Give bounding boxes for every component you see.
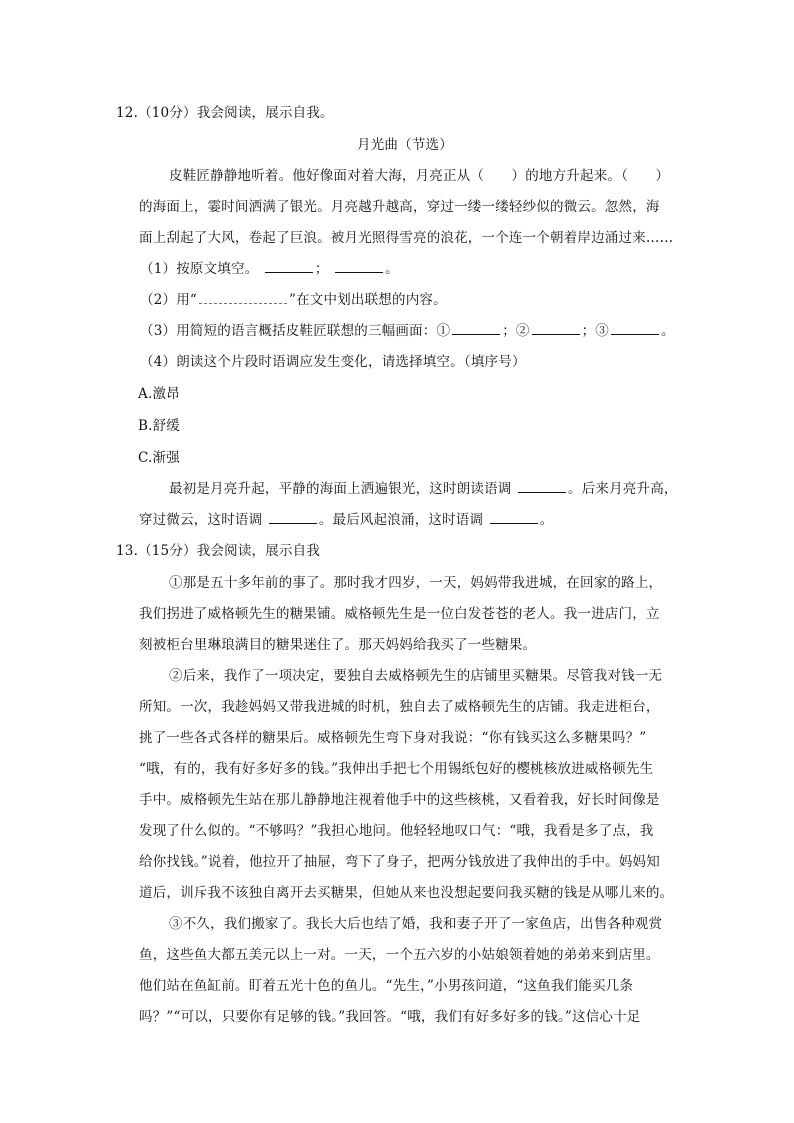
- fill-text: 。最后风起浪涌，这时语调: [318, 512, 484, 528]
- separator: ；②: [502, 323, 530, 339]
- sub-question-text: ”在文中划出联想的内容。: [289, 292, 447, 308]
- answer-blank[interactable]: [532, 322, 580, 335]
- fill-text: 最初是月亮升起，平静的海面上洒遍银光，这时朗读语调: [169, 481, 512, 497]
- end-mark: 。: [385, 261, 399, 277]
- option-b: B.舒缓: [138, 418, 181, 434]
- option-a: A.激昂: [138, 386, 180, 402]
- sub-question-3: [140, 321, 675, 341]
- answer-blank[interactable]: [269, 511, 317, 524]
- paragraph-line: 鱼，这些鱼大都五美元以上一对。一天，一个五六岁的小姑娘领着她的弟弟来到店里。: [139, 947, 660, 963]
- answer-blank[interactable]: [518, 480, 566, 493]
- paragraph-line: 他们站在鱼缸前。盯着五光十色的鱼儿。“先生，”小男孩问道，“这鱼我们能买几条: [139, 978, 634, 994]
- answer-blank[interactable]: [452, 322, 500, 335]
- passage-title: 月光曲（节选）: [357, 137, 453, 153]
- answer-blank[interactable]: [335, 260, 383, 273]
- paragraph-line: ②后来，我作了一项决定，要独自去威格顿先生的店铺里买糖果。尽管我对钱一无: [169, 668, 663, 684]
- sub-question-1: [140, 259, 399, 279]
- sub-question-text: （1）按原文填空。: [140, 261, 259, 277]
- paragraph-line: ①那是五十多年前的事了。那时我才四岁，一天，妈妈带我进城，在回家的路上，: [169, 575, 663, 591]
- paragraph-line: ③不久，我们搬家了。我长大后也结了婚，我和妻子开了一家鱼店，出售各种观赏: [169, 916, 663, 932]
- paragraph-line: 刻被柜台里琳琅满目的糖果迷住了。那天妈妈给我买了一些糖果。: [139, 637, 537, 653]
- sub-question-text: （3）用简短的语言概括皮鞋匠联想的三幅画面：①: [140, 323, 451, 339]
- paragraph-line: 发现了什么似的。“不够吗？”我担心地问。他轻轻地叹口气：“哦，我看是多了点，我: [139, 823, 654, 839]
- q13-heading: 13.（15分）我会阅读，展示自我: [116, 543, 321, 559]
- paragraph-line: 手中。威格顿先生站在那儿静静地注视着他手中的这些核桃，又看着我，好长时间像是: [139, 792, 660, 808]
- paragraph-line: 所知。一次，我趁妈妈又带我进城的时机，独自去了威格顿先生的店铺。我走进柜台，: [139, 699, 660, 715]
- paragraph-line: 挑了一些各式各样的糖果后。威格顿先生弯下身对我说：“你有钱买这么多糖果吗？”: [139, 730, 647, 746]
- paragraph-line: “哦，有的，我有好多好多的钱。”我伸出手把七个用锡纸包好的樱桃核放进威格顿先生: [139, 761, 654, 777]
- fill-line-2: [139, 510, 553, 530]
- paragraph-line: 给你找钱。”说着，他拉开了抽屉，弯下了身子，把两分钱放进了我伸出的手中。妈妈知: [139, 854, 660, 870]
- fill-text: 穿过微云，这时语调: [139, 512, 263, 528]
- q12-heading: 12.（10分）我会阅读，展示自我。: [116, 105, 334, 121]
- answer-blank[interactable]: [490, 511, 538, 524]
- sub-question-2: [140, 290, 447, 310]
- option-c: C.渐强: [138, 450, 180, 466]
- paragraph-line: 道后，训斥我不该独自离开去买糖果，但她从来也没想起要问我买糖的钱是从哪儿来的。: [139, 885, 674, 901]
- passage-line: 面上刮起了大风，卷起了巨浪。被月光照得雪亮的浪花，一个连一个朝着岸边涌过来……: [139, 230, 674, 246]
- passage-line: 皮鞋匠静静地听着。他好像面对着大海，月亮正从（ ）的地方升起来。（ ）: [169, 168, 670, 184]
- fill-text: 。后来月亮升高，: [568, 481, 678, 497]
- fill-line-1: [169, 479, 678, 499]
- answer-blank[interactable]: [611, 322, 659, 335]
- fill-text: 。: [539, 512, 554, 528]
- end-mark: 。: [661, 323, 675, 339]
- wavy-line-mark: [199, 291, 287, 304]
- separator: ；: [314, 261, 329, 277]
- sub-question-4: （4）朗读这个片段时语调应发生变化，请选择填空。（填序号）: [140, 354, 526, 370]
- passage-line: 的海面上，霎时间洒满了银光。月亮越升越高，穿过一缕一缕轻纱似的微云。忽然，海: [139, 199, 660, 215]
- paragraph-line: 我们拐进了威格顿先生的糖果铺。威格顿先生是一位白发苍苍的老人。我一进店门，立: [139, 606, 660, 622]
- sub-question-text: （2）用“: [140, 292, 197, 308]
- separator: ；③: [581, 323, 610, 339]
- paragraph-line: 吗？”“可以，只要你有足够的钱。”我回答。“哦，我们有好多好多的钱。”这信心十足: [139, 1009, 641, 1025]
- answer-blank[interactable]: [265, 260, 313, 273]
